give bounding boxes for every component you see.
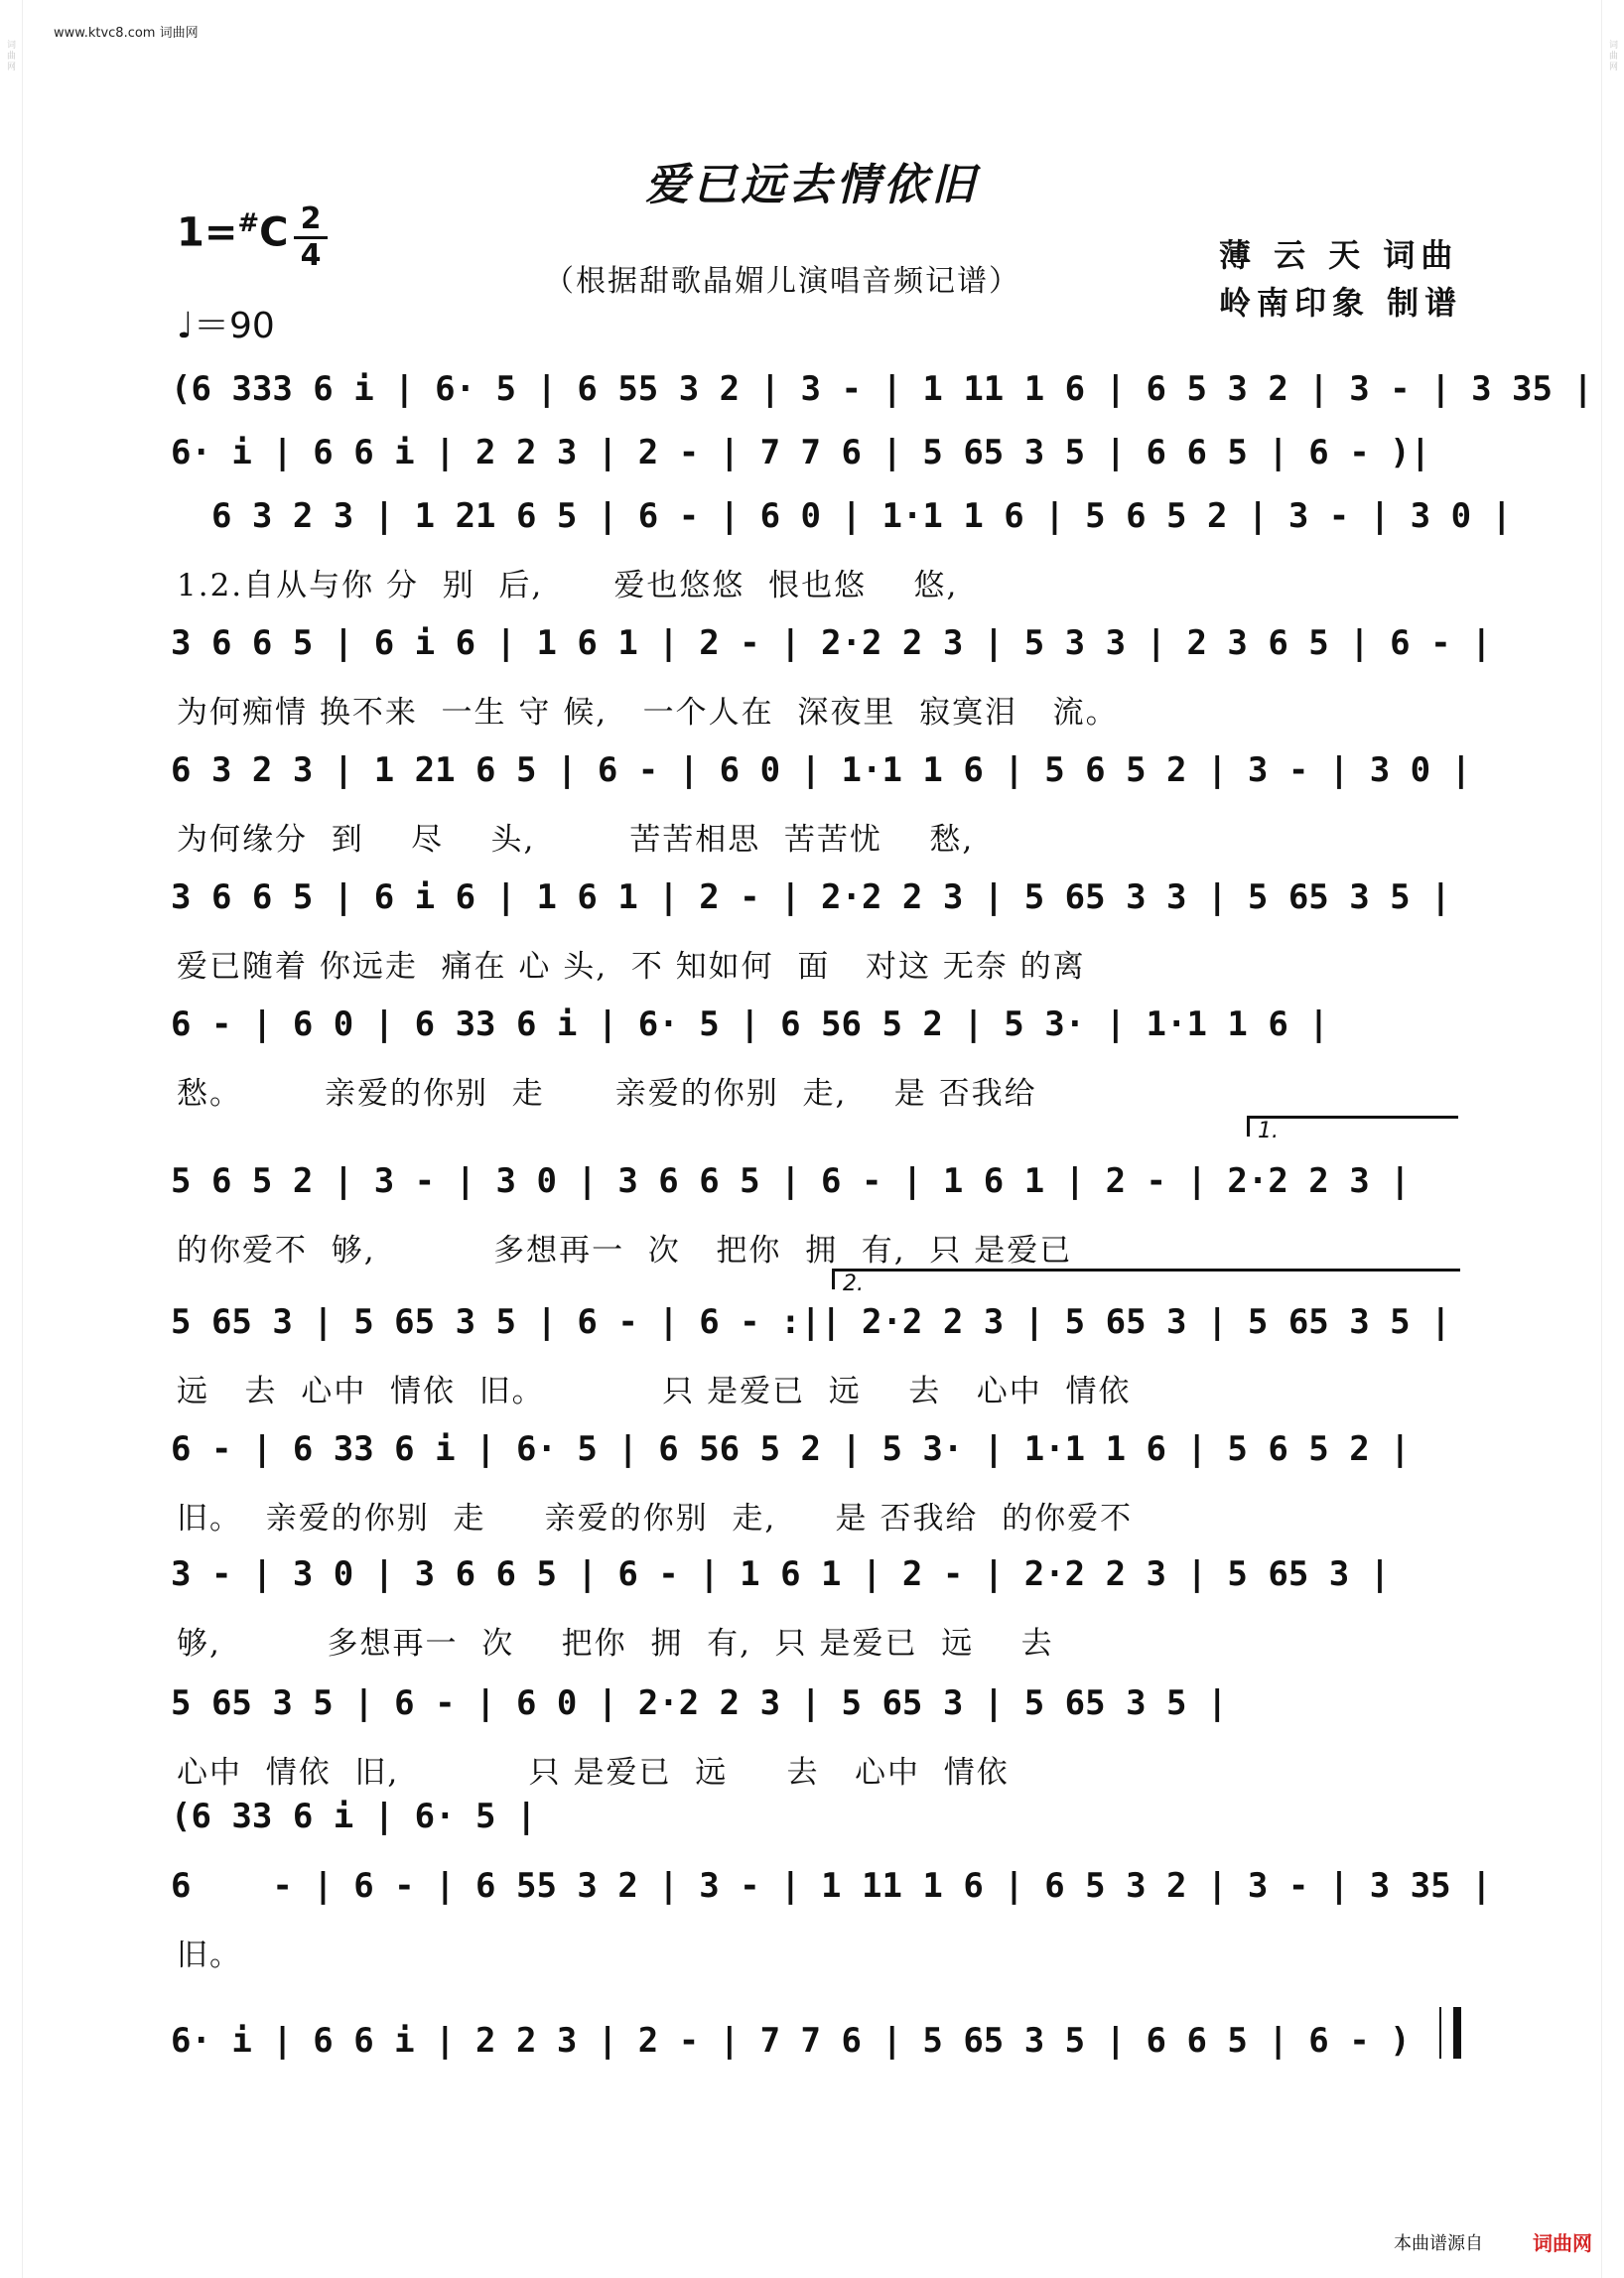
notation-row: 3 6 6 5 | 6 i 6 | 1 6 1 | 2 - | 2·2 2 3 | 5 65 3 3 | 5 65 3 5 |	[171, 877, 1451, 917]
lyric-row: 1.2.自从与你 分 别 后, 爱也悠悠 恨也悠 悠,	[177, 568, 959, 603]
lyric-row: 愁。 亲爱的你别 走 亲爱的你别 走, 是 否我给	[177, 1076, 1037, 1112]
volta-first-ending	[1247, 1116, 1458, 1143]
notation-row: 6 - | 6 0 | 6 33 6 i | 6· 5 | 6 56 5 2 | 5 3· | 1·1 1 6 |	[171, 1005, 1329, 1044]
final-barline	[1429, 2007, 1461, 2059]
left-watermark-strip	[0, 0, 23, 2278]
lyric-row: 心中 情依 旧, 只 是爱已 远 去 心中 情依	[177, 1755, 1010, 1791]
arranger: 岭南印象 制谱	[1219, 284, 1463, 322]
footer-logo: 词曲网	[1533, 2231, 1592, 2255]
notation-row: (6 33 6 i | 6· 5 |	[171, 1797, 537, 1836]
lyricist-composer: 薄 云 天 词曲	[1219, 236, 1459, 274]
notation-row: 6· i | 6 6 i | 2 2 3 | 2 - | 7 7 6 | 5 65 3 5 | 6 6 5 | 6 - )	[171, 2021, 1411, 2061]
volta-second-label: 2.	[843, 1272, 864, 1296]
notation-row: 6 - | 6 - | 6 55 3 2 | 3 - | 1 11 1 6 | 6 5 3 2 | 3 - | 3 35 |	[171, 1866, 1492, 1906]
lyric-row: 为何痴情 换不来 一生 守 候, 一个人在 深夜里 寂寞泪 流。	[177, 695, 1119, 731]
volta-second-ending	[832, 1269, 1460, 1296]
site-url: www.ktvc8.com 词曲网	[54, 26, 199, 41]
lyric-row: 旧。	[177, 1938, 242, 1973]
tempo-marking: ♩＝90	[177, 306, 275, 346]
time-signature	[294, 201, 328, 273]
notation-row: 5 65 3 | 5 65 3 5 | 6 - | 6 - :|| 2·2 2 3 | 5 65 3 | 5 65 3 5 |	[171, 1302, 1451, 1342]
notation-row: 3 6 6 5 | 6 i 6 | 1 6 1 | 2 - | 2·2 2 3 | 5 3 3 | 2 3 6 5 | 6 - |	[171, 623, 1492, 663]
volta-first-label: 1.	[1258, 1119, 1279, 1143]
notation-row: 3 - | 3 0 | 3 6 6 5 | 6 - | 1 6 1 | 2 - | 2·2 2 3 | 5 65 3 |	[171, 1554, 1391, 1594]
key-prefix: 1=	[177, 209, 238, 256]
key-signature	[177, 208, 289, 255]
right-watermark-strip	[1601, 0, 1624, 2278]
lyric-row: 的你爱不 够, 多想再一 次 把你 拥 有, 只 是爱已	[177, 1233, 1073, 1269]
lyric-row: 远 去 心中 情依 旧。 只 是爱已 远 去 心中 情依	[177, 1374, 1132, 1409]
notation-row: (6 333 6 i | 6· 5 | 6 55 3 2 | 3 - | 1 11 1 6 | 6 5 3 2 | 3 - | 3 35 |	[171, 369, 1593, 409]
lyric-row: 旧。 亲爱的你别 走 亲爱的你别 走, 是 否我给 的你爱不	[177, 1501, 1134, 1537]
notation-row: 6 3 2 3 | 1 21 6 5 | 6 - | 6 0 | 1·1 1 6 | 5 6 5 2 | 3 - | 3 0 |	[171, 750, 1472, 790]
subtitle: （根据甜歌晶媚儿演唱音频记谱）	[544, 264, 1020, 299]
notation-row: 5 65 3 5 | 6 - | 6 0 | 2·2 2 3 | 5 65 3 | 5 65 3 5 |	[171, 1683, 1228, 1723]
watermark-text: 词曲网	[1607, 40, 1617, 72]
key-note: C	[259, 209, 289, 256]
lyric-row: 为何缘分 到 尽 头, 苦苦相思 苦苦忧 愁,	[177, 822, 975, 858]
watermark-text: 词曲网	[5, 40, 15, 72]
footer-source-text: 本曲谱源自	[1394, 2233, 1483, 2254]
lyric-row: 够, 多想再一 次 把你 拥 有, 只 是爱已 远 去	[177, 1626, 1054, 1662]
sharp-sign: #	[237, 208, 260, 238]
time-signature-bottom: 4	[300, 238, 322, 273]
song-title: 爱已远去情依旧	[645, 160, 979, 210]
time-signature-top: 2	[300, 201, 322, 236]
notation-row: 6 3 2 3 | 1 21 6 5 | 6 - | 6 0 | 1·1 1 6 | 5 6 5 2 | 3 - | 3 0 |	[171, 496, 1513, 536]
notation-row: 6· i | 6 6 i | 2 2 3 | 2 - | 7 7 6 | 5 65 3 5 | 6 6 5 | 6 - )|	[171, 433, 1431, 472]
notation-row: 6 - | 6 33 6 i | 6· 5 | 6 56 5 2 | 5 3· | 1·1 1 6 | 5 6 5 2 |	[171, 1429, 1411, 1469]
notation-row: 5 6 5 2 | 3 - | 3 0 | 3 6 6 5 | 6 - | 1 6 1 | 2 - | 2·2 2 3 |	[171, 1161, 1411, 1201]
lyric-row: 爱已随着 你远走 痛在 心 头, 不 知如何 面 对这 无奈 的离	[177, 949, 1086, 985]
